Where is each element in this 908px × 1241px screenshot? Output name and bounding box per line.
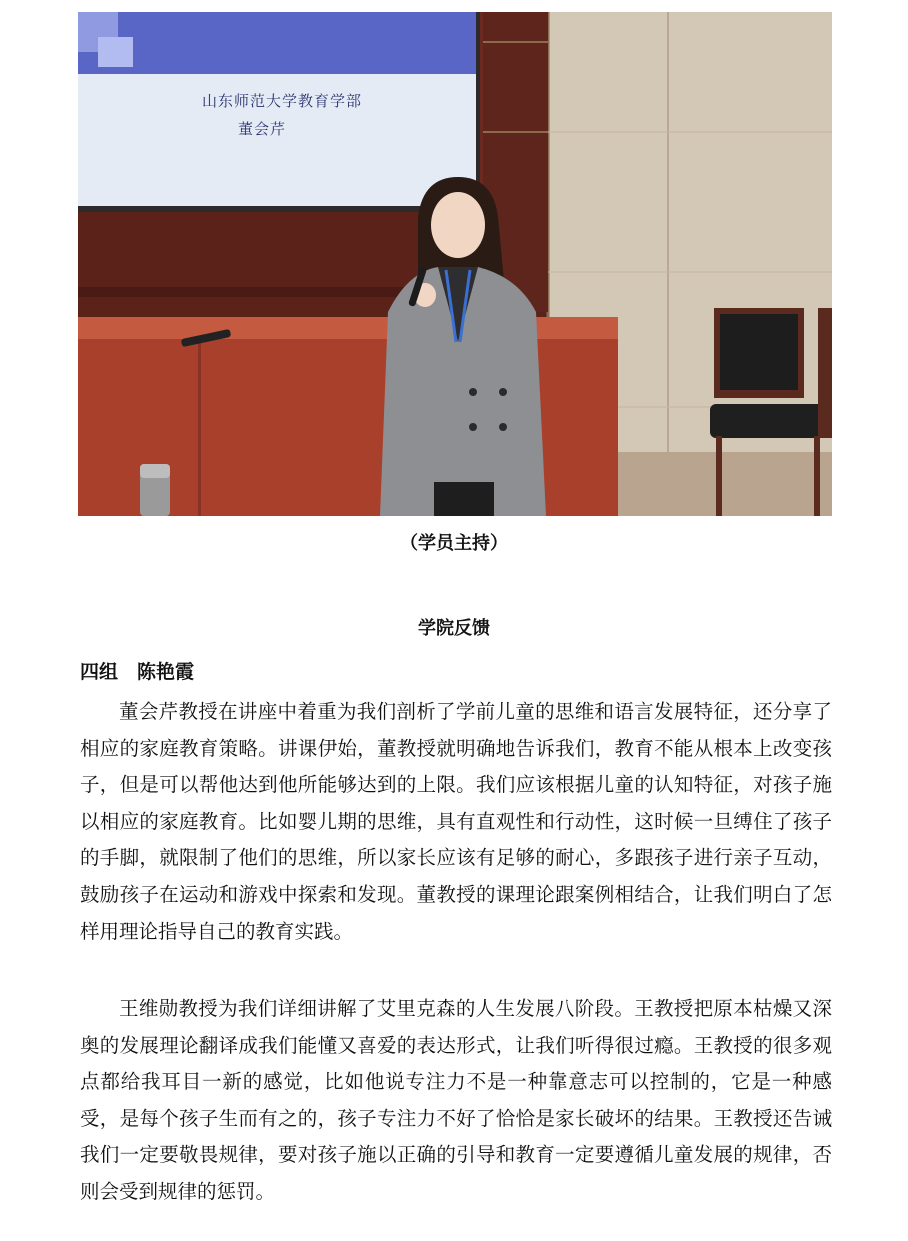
- paragraph-1: 董会芹教授在讲座中着重为我们剖析了学前儿童的思维和语言发展特征，还分享了相应的家庭教育策略。讲课伊始，董教授就明确地告诉我们，教育不能从根本上改变孩子，但是可以帮他达到他所能够达到的上限。我们应该根据儿童的认知特征，对孩子施以相应的家庭教育。比如婴儿期的思维，具有直观性和行动性，这时候一旦缚住了孩子的手脚，就限制了他们的思维，所以家长应该有足够的耐心，多跟孩子进行亲子互动，鼓励孩子在运动和游戏中探索和发现。董教授的课理论跟案例相结合，让我们明白了怎样用理论指导自己的教育实践。: [80, 700, 832, 943]
- photo-caption: （学员主持）: [400, 533, 508, 554]
- paragraph-2: 王维勋教授为我们详细讲解了艾里克森的人生发展八阶段。王教授把原本枯燥又深奥的发展理论翻译成我们能懂又喜爱的表达形式，让我们听得很过瘾。王教授的很多观点都给我耳目一新的感觉，比如他说专注力不是一种靠意志可以控制的，它是一种感受，是每个孩子生而有之的，孩子专注力不好了恰恰是家长破坏的结果。王教授还告诫我们一定要敬畏规律，要对孩子施以正确的引导和教育一定要遵循儿童发展的规律，否则会受到规律的惩罚。: [80, 997, 832, 1203]
- section-heading: 学院反馈: [418, 618, 490, 639]
- author-line: 四组 陈艳霞: [80, 661, 195, 683]
- photo-illustration: [78, 12, 832, 516]
- slide-institution: 山东师范大学教育学部: [202, 92, 363, 110]
- slide-presenter-name: 董会芹: [238, 120, 287, 138]
- lecture-photo: [78, 12, 832, 516]
